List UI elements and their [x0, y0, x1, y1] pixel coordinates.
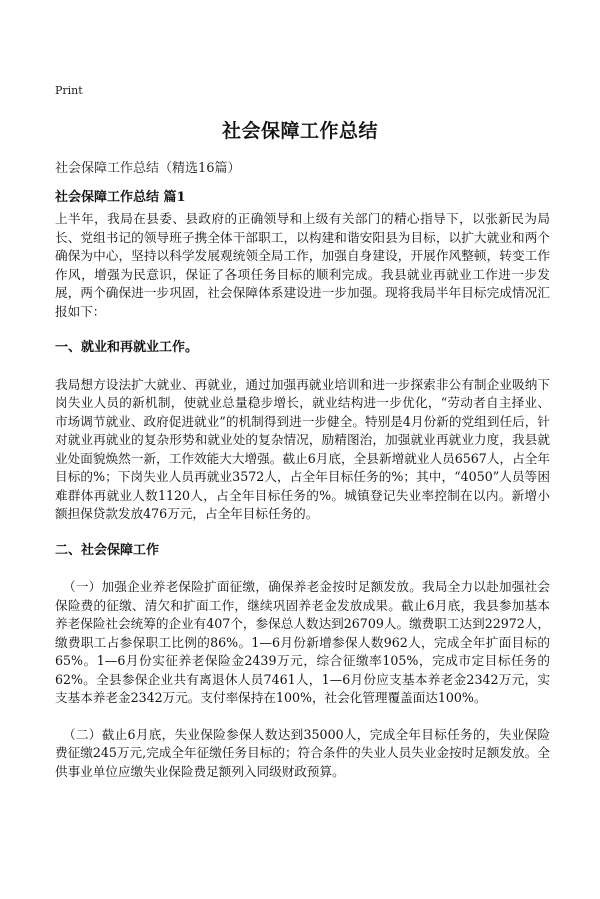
employment-paragraph: 我局想方设法扩大就业、再就业，通过加强再就业培训和进一步探索非公有制企业吸纳下岗失业人员的新机制，使就业总量稳步增长，就业结构进一步优化，“劳动者自主择业、市场调节就业、政府促进就业”的机制得到进一步健全。特别是4月份新的党组到任后，针对就业再就业的复杂形势和就业处的复杂情况，励精图治，加强就业再就业力度，我县就业处面貌焕然一新，工作效能大大增强。截止6月底，全县新增就业人员6567人，占全年目标的%；下岗失业人员再就业3572人，占全年目标任务的%；其中，“4050”人员等困难群体再就业人数1120人，占全年目标任务的%。城镇登记失业率控制在以内。新增小额担保贷款发放476万元，占全年目标任务的。	[55, 376, 550, 521]
intro-paragraph: 上半年，我局在县委、县政府的正确领导和上级有关部门的精心指导下，以张新民为局长、党组书记的领导班子携全体干部职工，以构建和谐安阳县为目标，以扩大就业和两个确保为中心，坚持以科学发展观统领全局工作，加强自身建设，开展作风整顿，转变工作作风，增强为民意识，保证了各项任务目标的顺利完成。我县就业再就业工作进一步发展，两个确保进一步巩固，社会保障体系建设进一步加强。现将我局半年目标完成情况汇报如下：	[55, 211, 550, 319]
article-heading: 社会保障工作总结 篇1	[55, 190, 186, 205]
unemployment-insurance-paragraph: （二）截止6月底，失业保险参保人数达到35000人，完成全年目标任务的，失业保险费征缴245万元,完成全年征缴任务目标的；符合条件的失业人员失业金按时足额发放。全供事业单位应缴失业保险费足额列入同级财政预算。	[55, 726, 550, 779]
page-title: 社会保障工作总结	[221, 120, 378, 142]
section-heading-employment: 一、就业和再就业工作。	[55, 340, 199, 355]
pension-paragraph: （一）加强企业养老保险扩面征缴，确保养老金按时足额发放。我局全力以赴加强社会保险费的征缴、清欠和扩面工作，继续巩固养老金发放成果。截止6月底，我县参加基本养老保险社会统筹的企业有407个，参保总人数达到26709人。缴费职工达到22972人，缴费职工占参保职工比例的86%。1—6月份新增参保人数962人，完成全年扩面目标的65%。1—6月份实征养老保险金2439万元，综合征缴率105%，完成市定目标任务的62%。全县参保企业共有离退休人员7461人，1—6月份应支基本养老金2342万元，实支基本养老金2342万元。支付率保持在100%，社会化管理覆盖面达100%。	[55, 579, 550, 705]
section-heading-social-security: 二、社会保障工作	[55, 542, 160, 558]
document-subtitle: 社会保障工作总结（精选16篇）	[55, 161, 241, 176]
print-link[interactable]: Print	[55, 84, 83, 97]
article-body	[55, 210, 550, 799]
